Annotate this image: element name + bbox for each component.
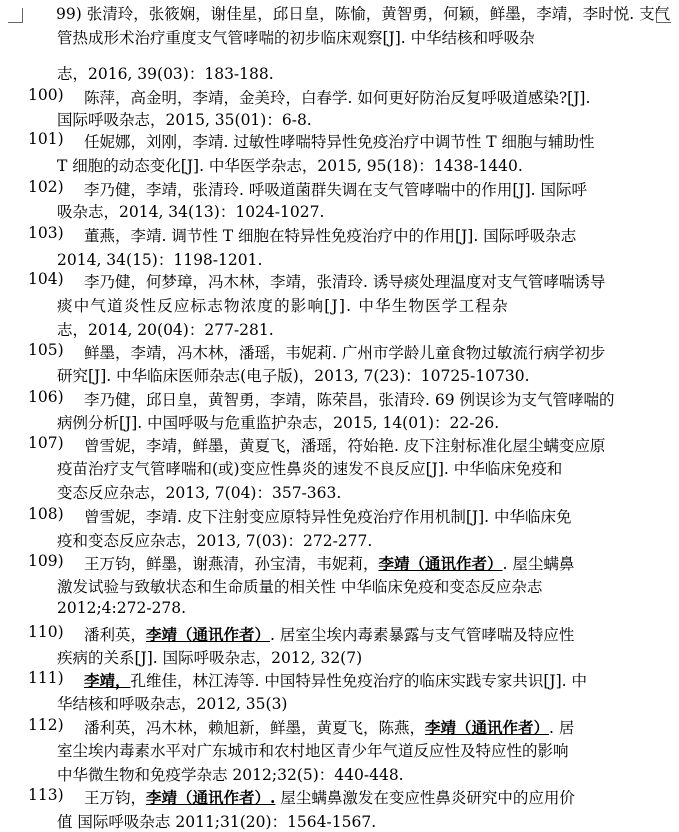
line-text: 潘利英，: [84, 626, 147, 644]
line-text: 陈萍，高金明，李靖，金美玲，白春学. 如何更好防治反复呼吸道感染?[J].: [84, 89, 591, 107]
reference-number: 108): [28, 505, 64, 523]
reference-line: [57, 599, 186, 617]
reference-line: [57, 810, 376, 832]
line-text: 值 国际呼吸杂志 2011;31(20)：1564-1567.: [57, 813, 377, 831]
reference-number: 106): [28, 388, 64, 406]
reference-number: 107): [28, 434, 64, 452]
reference-line: [56, 2, 670, 24]
reference-line: [84, 669, 587, 691]
line-text: 屋尘螨鼻激发在变应性鼻炎研究中的应用价: [275, 789, 575, 807]
corresponding-author: 李靖（通讯作者）: [378, 554, 503, 573]
reference-line: [57, 200, 324, 222]
reference-number: 100): [28, 86, 64, 104]
reference-line: [84, 388, 615, 410]
reference-number: 109): [28, 552, 64, 570]
line-text: 任妮娜，刘刚，李靖. 过敏性哮喘特异性免疫治疗中调节性 T 细胞与辅助性: [84, 133, 595, 151]
line-text: 曾雪妮，李靖. 皮下注射变应原特异性免疫治疗作用机制[J]. 中华临床免: [84, 508, 572, 526]
reference-line: [84, 434, 605, 456]
reference-line: [84, 270, 605, 292]
line-text: 孔维佳，林江涛等. 中国特异性免疫治疗的临床实践专家共识[J]. 中: [130, 672, 588, 690]
line-text: 潘利英，冯木林，赖旭新，鲜墨，黄夏飞，陈燕，: [84, 719, 426, 737]
line-text: 志，2016, 39(03)：183-188.: [57, 65, 274, 83]
reference-line: [57, 108, 312, 130]
reference-line: [84, 786, 575, 808]
reference-line: [84, 505, 572, 527]
reference-line: [57, 457, 562, 479]
line-text: 疾病的关系[J]. 国际呼吸杂志，2012, 32(7): [57, 649, 363, 667]
line-text: 志，2014, 20(04)：277-281.: [57, 321, 274, 339]
reference-line: [57, 529, 372, 551]
line-text: . 屋尘螨鼻: [502, 555, 575, 573]
reference-line: [57, 248, 262, 270]
reference-line: [57, 26, 535, 48]
line-text: 病例分析[J]. 中国呼吸与危重监护杂志，2015, 14(01)：22-26.: [57, 414, 500, 432]
line-text: 王万钧，: [84, 789, 147, 807]
reference-line: [84, 341, 605, 363]
reference-line: [57, 575, 542, 597]
line-text: . 居: [549, 719, 575, 737]
line-text: 研究[J]. 中华临床医师杂志(电子版)，2013, 7(23)：10725-10730.: [57, 367, 530, 385]
reference-number: 111): [28, 669, 64, 687]
line-text: T 细胞的动态变化[J]. 中华医学杂志，2015, 95(18)：1438-1440.: [57, 157, 523, 175]
reference-line: [57, 364, 530, 386]
reference-line: [84, 552, 574, 574]
reference-line: [84, 130, 595, 152]
line-text: 王万钧，鲜墨，谢燕清，孙宝清，韦妮莉，: [84, 555, 379, 573]
corner-mark-top-left: [8, 8, 23, 23]
line-text: 董燕，李靖. 调节性 T 细胞在特异性免疫治疗中的作用[J]. 国际呼吸杂志: [84, 227, 577, 245]
reference-line: [57, 739, 569, 761]
reference-line: [84, 178, 587, 200]
line-text: 激发试验与致敏状态和生命质量的相关性 中华临床免疫和变态反应杂志: [57, 578, 543, 596]
reference-line: [57, 318, 274, 340]
line-text: 曾雪妮，李靖，鲜墨，黄夏飞，潘瑶，符始艳. 皮下注射标准化屋尘螨变应原: [84, 437, 606, 455]
line-text: 疫和变态反应杂志，2013, 7(03)：272-277.: [57, 532, 373, 550]
corresponding-author: 李靖（通讯作者）: [146, 625, 271, 644]
reference-line: [84, 716, 574, 738]
line-text: 疫苗治疗支气管哮喘和(或)变应性鼻炎的速发不良反应[J]. 中华临床免疫和: [57, 460, 563, 478]
reference-line: [57, 481, 341, 503]
reference-number: 113): [28, 786, 64, 804]
line-text: 鲜墨，李靖，冯木林，潘瑶，韦妮莉. 广州市学龄儿童食物过敏流行病学初步: [84, 344, 606, 362]
line-text: 2012;4:272-278.: [57, 599, 187, 617]
line-text: 管热成形术治疗重度支气管哮喘的初步临床观察[J]. 中华结核和呼吸杂: [57, 29, 535, 47]
line-text: 李乃健，邱日皇，黄智勇，李靖，陈荣昌，张清玲. 69 例误诊为支气管哮喘的: [84, 391, 615, 409]
line-text: 2014, 34(15)：1198-1201.: [57, 251, 263, 269]
reference-number: 112): [28, 716, 64, 734]
corresponding-author: 李靖，: [84, 671, 131, 690]
reference-number: 101): [28, 130, 64, 148]
line-text: 李乃健，何梦璋，冯木林，李靖，张清玲. 诱导痰处理温度对支气管哮喘诱导: [84, 273, 606, 291]
reference-number: 105): [28, 341, 64, 359]
reference-line: [84, 623, 574, 645]
line-text: 中华微生物和免疫学杂志 2012;32(5)：440-448.: [57, 766, 404, 784]
reference-line: [57, 294, 509, 316]
corresponding-author: 李靖（通讯作者）: [425, 718, 550, 737]
line-text: 李乃健，李靖，张清玲. 呼吸道菌群失调在支气管哮喘中的作用[J]. 国际呼: [84, 181, 588, 199]
reference-line: [57, 411, 499, 433]
reference-line: [57, 763, 404, 785]
line-text: 吸杂志，2014, 34(13)：1024-1027.: [57, 203, 325, 221]
reference-line: [57, 154, 523, 176]
reference-number: 104): [28, 270, 64, 288]
line-text: 国际呼吸杂志，2015, 35(01)：6-8.: [57, 111, 312, 129]
reference-number: 99): [56, 5, 82, 23]
reference-line: [57, 692, 287, 714]
line-text: 张清玲，张筱娴，谢佳星，邱日皇，陈愉，黄智勇，何颖，鲜墨，李靖，李时悦. 支气: [86, 5, 671, 23]
reference-line: [84, 224, 576, 246]
line-text: 室尘埃内毒素水平对广东城市和农村地区青少年气道反应性及特应性的影响: [57, 742, 569, 760]
reference-line: [57, 646, 362, 668]
corresponding-author: 李靖（通讯作者）.: [146, 788, 276, 807]
reference-line: [57, 62, 274, 84]
line-text: 华结核和呼吸杂志，2012, 35(3): [57, 695, 288, 713]
line-text: 痰中气道炎性反应标志物浓度的影响[J]. 中华生物医学工程杂: [57, 297, 509, 315]
reference-number: 102): [28, 178, 64, 196]
reference-line: [84, 86, 590, 108]
reference-number: 110): [28, 623, 64, 641]
line-text: 变态反应杂志，2013, 7(04)：357-363.: [57, 484, 342, 502]
reference-number: 103): [28, 224, 64, 242]
line-text: . 居室尘埃内毒素暴露与支气管哮喘及特应性: [270, 626, 575, 644]
